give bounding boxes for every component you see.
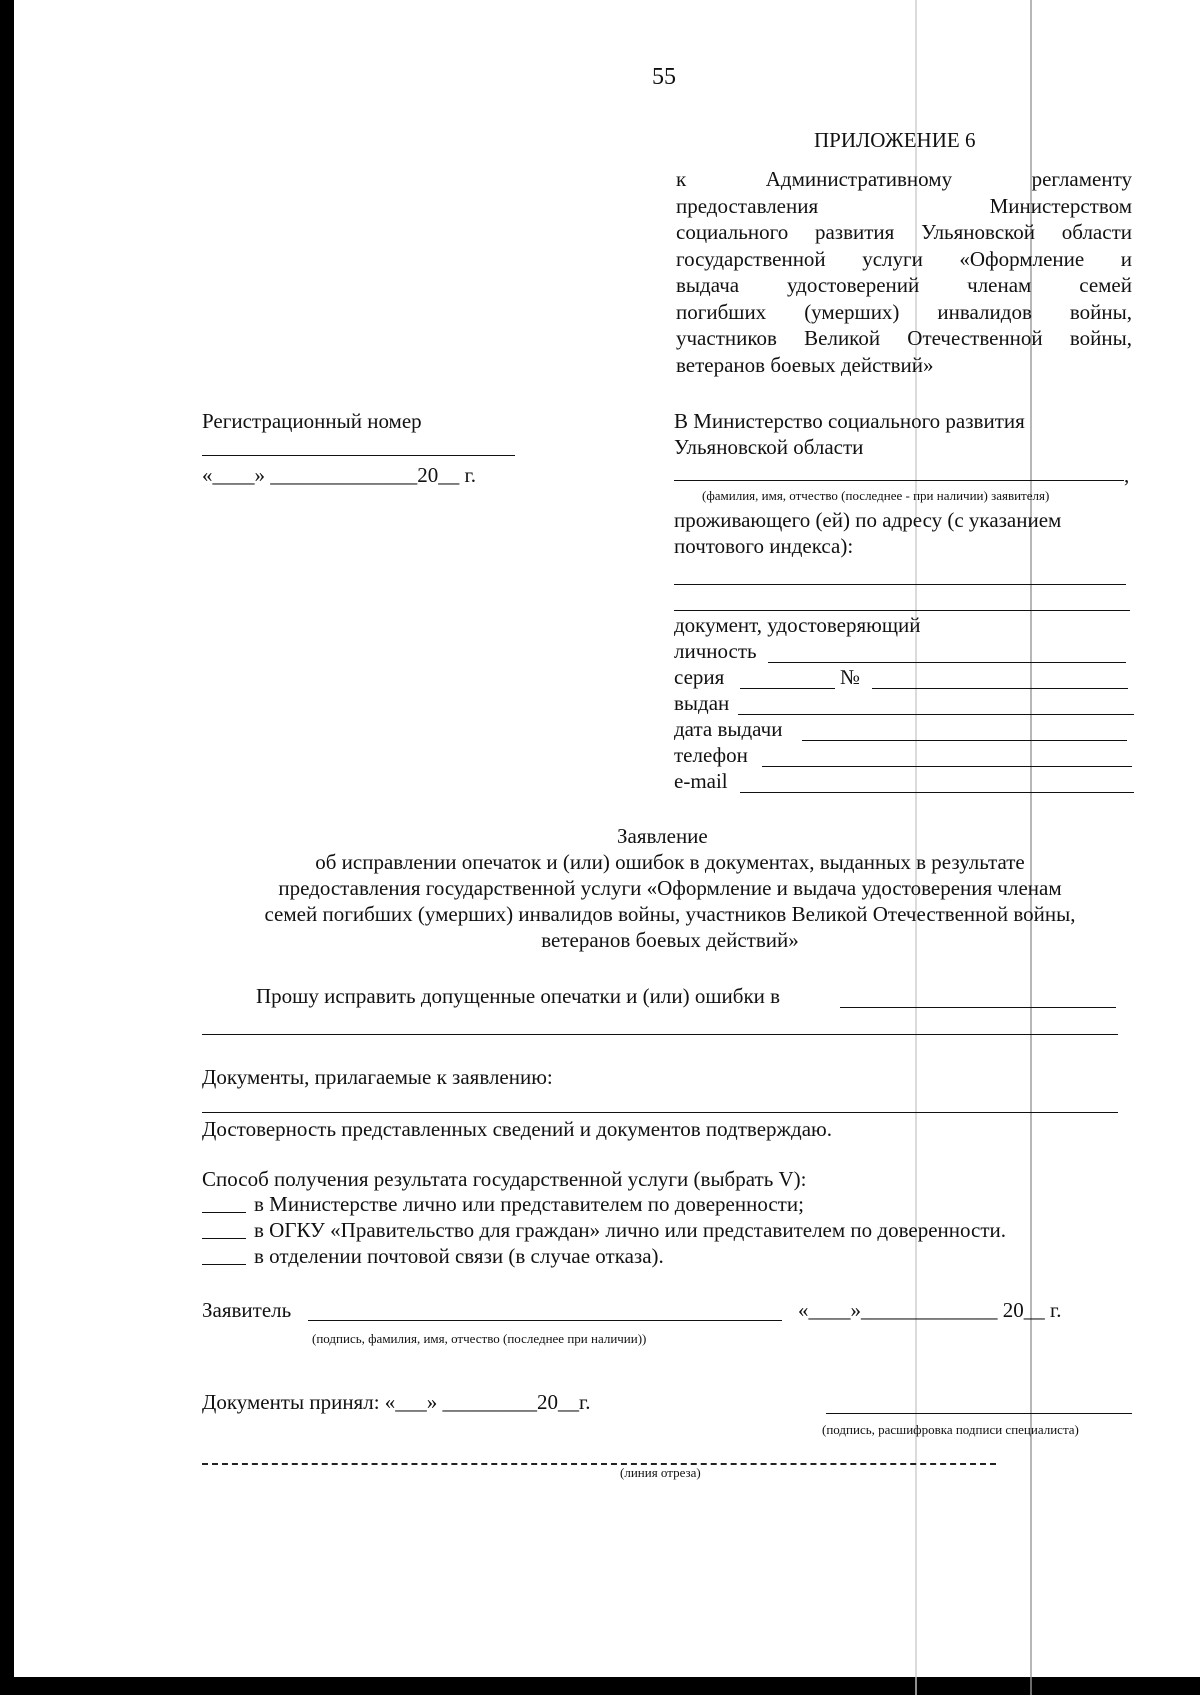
regulation-line: погибших (умерших) инвалидов войны, — [676, 299, 1132, 324]
statement-line: предоставления государственной услуги «Оформление и выдача удостоверения членам — [278, 876, 1062, 900]
method-option-1: в Министерстве лично или представителем по доверенности; — [254, 1192, 804, 1216]
request-text: Прошу исправить допущенные опечатки и (или) ошибки в — [256, 984, 781, 1008]
statement-line: семей погибших (умерших) инвалидов войны, участников Великой Отечественной войны, — [264, 902, 1076, 926]
phone-field[interactable] — [762, 766, 1132, 767]
statement-line: об исправлении опечаток и (или) ошибок в документах, выданных в результате — [315, 850, 1025, 874]
cut-line — [202, 1463, 996, 1465]
regulation-line: ветеранов боевых действий» — [676, 352, 934, 377]
method-option-3: в отделении почтовой связи (в случае отказа). — [254, 1244, 664, 1268]
confirm-text: Достоверность представленных сведений и документов подтверждаю. — [202, 1117, 832, 1141]
applicant-label: Заявитель — [202, 1298, 292, 1322]
fio-hint: (фамилия, имя, отчество (последнее - при наличии) заявителя) — [702, 488, 1050, 503]
recipient-line-1: В Министерство социального развития — [674, 409, 1025, 433]
attached-docs-field[interactable] — [202, 1112, 1118, 1113]
id-doc-label-1: документ, удостоверяющий — [674, 613, 921, 637]
scan-border-bottom — [0, 1677, 1200, 1695]
appendix-title: ПРИЛОЖЕНИЕ 6 — [814, 128, 976, 152]
regulation-line: предоставления Министерством — [676, 193, 1132, 218]
series-label: серия — [674, 665, 725, 689]
issue-date-label: дата выдачи — [674, 717, 783, 741]
regulation-line: к Административному регламенту — [676, 167, 1132, 191]
scan-border-left — [0, 0, 14, 1695]
recipient-line-2: Ульяновской области — [674, 435, 864, 459]
accepted-label[interactable]: Документы принял: «___» _________20__г. — [202, 1390, 591, 1414]
regulation-line: государственной услуги «Оформление и — [676, 246, 1132, 271]
regulation-reference — [676, 166, 1132, 378]
email-label: e-mail — [674, 769, 728, 793]
registration-number-field[interactable] — [202, 455, 515, 456]
issue-date-field[interactable] — [802, 740, 1127, 741]
number-label: № — [840, 665, 861, 689]
statement-line: ветеранов боевых действий» — [541, 928, 799, 952]
method-checkbox-1[interactable] — [202, 1212, 246, 1213]
statement-subject — [200, 849, 1140, 953]
address-label-1: проживающего (ей) по адресу (с указанием — [674, 508, 1062, 532]
regulation-line: выдача удостоверений членам семей — [676, 273, 1132, 297]
phone-label: телефон — [674, 743, 748, 767]
applicant-signature-field[interactable] — [308, 1320, 782, 1321]
issued-field[interactable] — [738, 714, 1134, 715]
id-doc-field[interactable] — [768, 662, 1126, 663]
id-doc-label-2: личность — [674, 639, 757, 663]
cut-line-label: (линия отреза) — [620, 1465, 701, 1480]
attached-docs-label: Документы, прилагаемые к заявлению: — [202, 1065, 553, 1089]
series-field[interactable] — [740, 688, 835, 689]
request-field-2[interactable] — [202, 1034, 1118, 1035]
specialist-hint: (подпись, расшифровка подписи специалиста) — [822, 1422, 1079, 1437]
applicant-date[interactable]: «____»_____________ 20__ г. — [798, 1298, 1062, 1322]
comma: , — [1124, 463, 1130, 487]
page-number: 55 — [652, 64, 676, 90]
applicant-hint: (подпись, фамилия, имя, отчество (последнее при наличии)) — [312, 1331, 647, 1346]
method-checkbox-3[interactable] — [202, 1264, 246, 1265]
request-field-1[interactable] — [840, 1007, 1116, 1008]
method-option-2: в ОГКУ «Правительство для граждан» лично или представителем по доверенности. — [254, 1218, 1007, 1242]
registration-label: Регистрационный номер — [202, 409, 422, 433]
method-title: Способ получения результата государственной услуги (выбрать V): — [202, 1167, 807, 1191]
number-field[interactable] — [872, 688, 1128, 689]
address-field-2[interactable] — [674, 610, 1130, 611]
issued-label: выдан — [674, 691, 730, 715]
regulation-line: участников Великой Отечественной войны, — [676, 326, 1132, 350]
method-checkbox-2[interactable] — [202, 1238, 246, 1239]
email-field[interactable] — [740, 792, 1134, 793]
applicant-fio-field[interactable] — [674, 480, 1124, 481]
regulation-line: социального развития Ульяновской области — [676, 220, 1132, 244]
registration-date[interactable]: «____» ______________20__ г. — [202, 463, 476, 487]
address-field-1[interactable] — [674, 584, 1126, 585]
specialist-signature-field[interactable] — [826, 1413, 1132, 1414]
address-label-2: почтового индекса): — [674, 534, 854, 558]
statement-title: Заявление — [617, 824, 708, 848]
